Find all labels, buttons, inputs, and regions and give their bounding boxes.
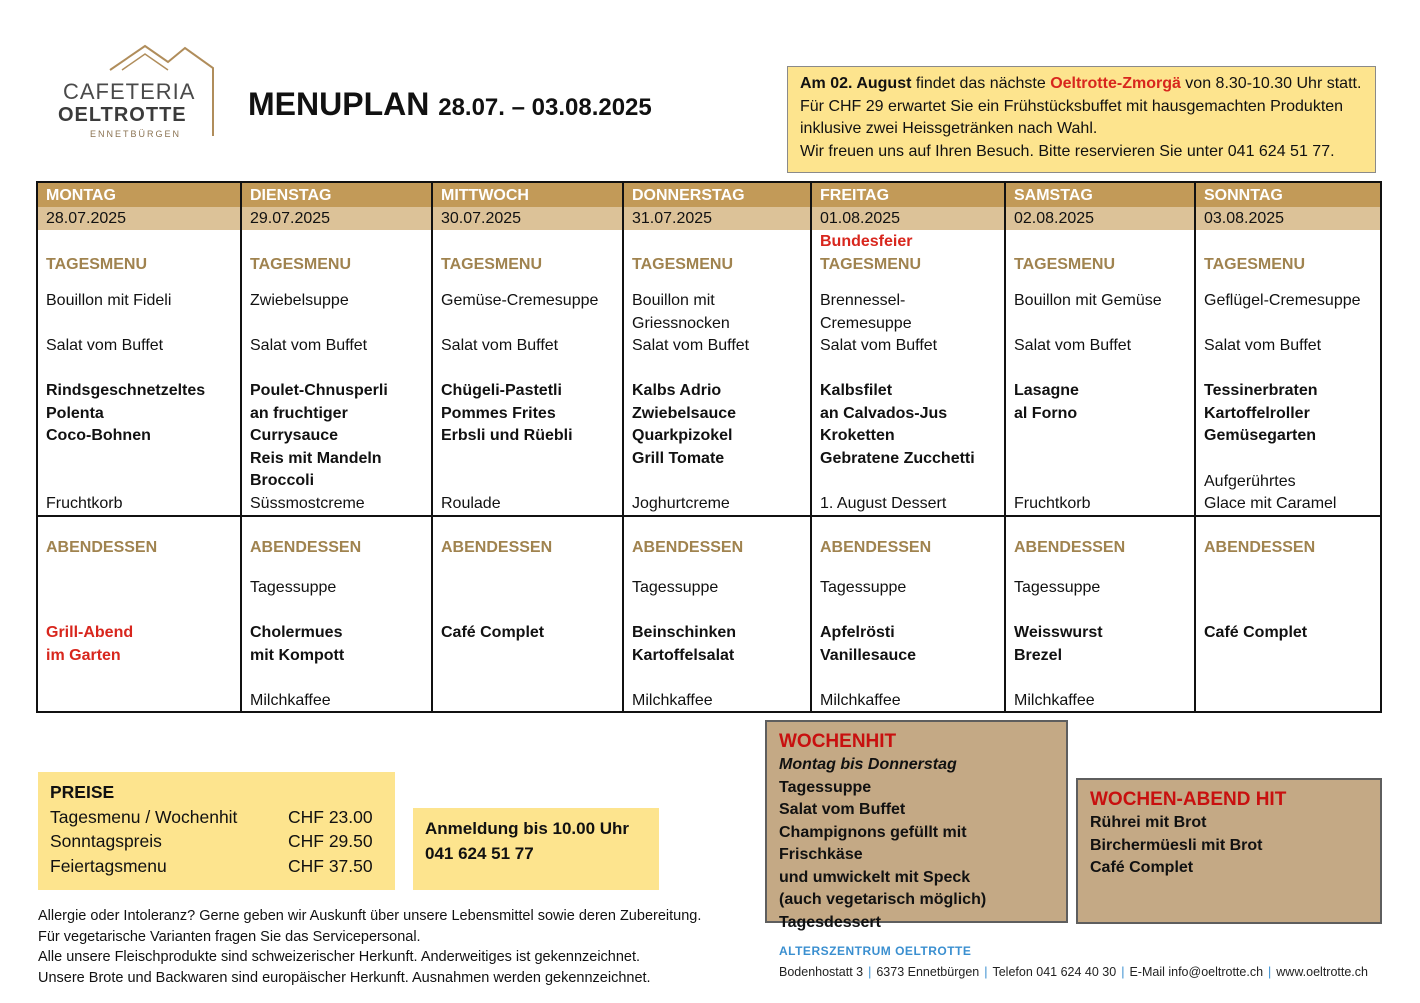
day-column-freitag bbox=[810, 183, 1004, 711]
allergy-line: Unsere Brote und Backwaren sind europäischer Herkunft. Ausnahmen werden gekennzeichnet. bbox=[38, 969, 651, 986]
allergy-line: Alle unsere Fleischprodukte sind schweizerischer Herkunft. Anderweitiges ist gekennzeichnet. bbox=[38, 949, 641, 965]
footer-organization: ALTERSZENTRUM OELTROTTE bbox=[779, 944, 972, 958]
lunch-main: Coco-Bohnen bbox=[46, 427, 151, 444]
lunch-label: TAGESMENU bbox=[820, 256, 922, 273]
lunch-dessert: Glace mit Caramel bbox=[1204, 495, 1337, 512]
menu-grid bbox=[36, 181, 1382, 713]
footer-website[interactable]: www.oeltrotte.ch bbox=[1276, 965, 1368, 979]
day-header: MITTWOCH bbox=[433, 183, 622, 207]
logo-text-location: ENNETBÜRGEN bbox=[90, 129, 182, 139]
cafeteria-logo bbox=[50, 40, 225, 145]
lunch-main: Reis mit Mandeln bbox=[250, 449, 382, 467]
price-value: CHF 23.00 bbox=[288, 806, 373, 827]
date-header: 31.07.2025 bbox=[624, 207, 810, 230]
dinner-soup: Tagessuppe bbox=[250, 579, 337, 596]
day-column-dienstag bbox=[240, 183, 431, 711]
dinner-main: Brezel bbox=[1014, 646, 1063, 664]
logo-text-oeltrotte: OELTROTTE bbox=[58, 104, 187, 126]
lunch-main: Gebratene Zucchetti bbox=[820, 449, 975, 467]
lunch-label: TAGESMENU bbox=[250, 256, 352, 273]
dinner-main: Apfelrösti bbox=[820, 624, 895, 641]
lunch-soup: Gemüse-Cremesuppe bbox=[441, 292, 599, 309]
dinner-main: Café Complet bbox=[1204, 624, 1308, 641]
lunch-dessert: Fruchtkorb bbox=[46, 495, 123, 512]
lunch-soup: Brennessel- bbox=[820, 292, 906, 309]
lunch-main: Pommes Frites bbox=[441, 404, 556, 422]
page-title bbox=[248, 86, 652, 123]
lunch-main: Grill Tomate bbox=[632, 449, 725, 467]
lunch-main: al Forno bbox=[1014, 404, 1078, 422]
footer-address: Bodenhostatt 3 | 6373 Ennetbürgen | Telefon 041 624 40 30 | E-Mail info@oeltrotte.ch | www.oeltrotte.ch bbox=[779, 965, 1368, 979]
price-name: Tagesmenu / Wochenhit bbox=[50, 806, 238, 827]
registration-deadline: Anmeldung bis 10.00 Uhr bbox=[425, 819, 630, 838]
weekly-hit-item: (auch vegetarisch möglich) bbox=[779, 891, 987, 908]
evening-hit-item: Café Complet bbox=[1090, 859, 1194, 876]
dinner-main: Vanillesauce bbox=[820, 646, 917, 664]
evening-hit-box bbox=[1076, 778, 1382, 924]
lunch-main: Tessinerbraten bbox=[1204, 382, 1318, 399]
evening-hit-item: Birchermüesli mit Brot bbox=[1090, 836, 1263, 854]
footer-street: Bodenhostatt 3 bbox=[779, 965, 864, 979]
price-box bbox=[38, 772, 395, 890]
weekly-hit-box bbox=[765, 720, 1068, 931]
lunch-dessert: Joghurtcreme bbox=[632, 495, 730, 512]
day-header: FREITAG bbox=[812, 183, 1004, 207]
lunch-soup: Griessnocken bbox=[632, 314, 730, 332]
price-value: CHF 29.50 bbox=[288, 831, 373, 851]
notice-reservation: Wir freuen uns auf Ihren Besuch. Bitte reservieren Sie unter 041 624 51 77. bbox=[800, 142, 1335, 160]
date-header: 02.08.2025 bbox=[1006, 207, 1194, 230]
lunch-main: Kroketten bbox=[820, 427, 895, 444]
lunch-label: TAGESMENU bbox=[632, 256, 734, 273]
day-header: DIENSTAG bbox=[242, 183, 431, 207]
weekly-hit-item: Tagessuppe bbox=[779, 778, 872, 796]
allergy-line: Allergie oder Intoleranz? Gerne geben wir Auskunft über unsere Lebensmittel sowie deren Zubereitung. bbox=[38, 908, 702, 924]
day-column-montag bbox=[38, 183, 240, 711]
lunch-soup: Bouillon mit bbox=[632, 292, 715, 309]
footer-email[interactable]: E-Mail info@oeltrotte.ch bbox=[1129, 965, 1264, 979]
lunch-salad: Salat vom Buffet bbox=[441, 337, 559, 354]
day-header: MONTAG bbox=[38, 183, 240, 207]
dinner-label: ABENDESSEN bbox=[1014, 539, 1126, 556]
weekly-hit-item: und umwickelt mit Speck bbox=[779, 868, 971, 886]
logo-text-cafeteria: CAFETERIA bbox=[63, 79, 196, 104]
lunch-dessert: 1. August Dessert bbox=[820, 495, 947, 512]
dinner-drink: Milchkaffee bbox=[1014, 692, 1095, 709]
lunch-soup: Cremesuppe bbox=[820, 314, 912, 332]
footer-city: 6373 Ennetbürgen bbox=[876, 965, 980, 979]
date-header: 29.07.2025 bbox=[242, 207, 431, 230]
lunch-main: Gemüsegarten bbox=[1204, 427, 1317, 444]
dinner-soup: Tagessuppe bbox=[1014, 579, 1101, 596]
lunch-soup: Bouillon mit Fideli bbox=[46, 292, 172, 309]
registration-phone: 041 624 51 77 bbox=[425, 844, 534, 863]
registration-box bbox=[413, 808, 659, 890]
lunch-salad: Salat vom Buffet bbox=[632, 337, 750, 354]
dinner-main: Kartoffelsalat bbox=[632, 646, 735, 664]
notice-date: Am 02. August bbox=[800, 75, 912, 92]
dinner-main: mit Kompott bbox=[250, 646, 345, 664]
price-name: Feiertagsmenu bbox=[50, 855, 167, 876]
dinner-main: Cholermues bbox=[250, 624, 343, 641]
day-column-sonntag bbox=[1194, 183, 1380, 711]
day-header: DONNERSTAG bbox=[624, 183, 810, 207]
weekly-hit-item: Salat vom Buffet bbox=[779, 801, 906, 818]
lunch-main: Quarkpizokel bbox=[632, 427, 733, 444]
allergy-line: Für vegetarische Varianten fragen Sie das Servicepersonal. bbox=[38, 928, 421, 945]
footer-phone: Telefon 041 624 40 30 bbox=[992, 965, 1117, 979]
lunch-label: TAGESMENU bbox=[1204, 256, 1306, 273]
lunch-main: an Calvados-Jus bbox=[820, 404, 948, 422]
dinner-main: Weisswurst bbox=[1014, 624, 1103, 641]
lunch-main: Kalbs Adrio bbox=[632, 382, 722, 399]
weekly-hit-subtitle: Montag bis Donnerstag bbox=[779, 756, 957, 773]
dinner-drink: Milchkaffee bbox=[250, 692, 331, 709]
lunch-main: Broccoli bbox=[250, 472, 315, 489]
notice-event: Oeltrotte-Zmorgä bbox=[1050, 75, 1181, 92]
day-column-donnerstag bbox=[622, 183, 810, 711]
notice-text: findet das nächste bbox=[911, 75, 1051, 92]
lunch-salad: Salat vom Buffet bbox=[1014, 337, 1132, 354]
evening-hit-item: Rührei mit Brot bbox=[1090, 814, 1207, 831]
weekly-hit-item: Tagesdessert bbox=[779, 913, 881, 931]
dinner-main: Café Complet bbox=[441, 624, 545, 641]
day-column-mittwoch bbox=[431, 183, 622, 711]
lunch-main: Erbsli und Rüebli bbox=[441, 427, 573, 444]
day-header: SONNTAG bbox=[1196, 183, 1380, 207]
day-header: SAMSTAG bbox=[1006, 183, 1194, 207]
lunch-dessert: Süssmostcreme bbox=[250, 495, 365, 512]
date-header: 03.08.2025 bbox=[1196, 207, 1380, 230]
zmorga-notice bbox=[787, 66, 1376, 173]
notice-details: von 8.30-10.30 Uhr statt. Für CHF 29 erwartet Sie ein Frühstücksbuffet mit hausgemachten Produkten inklusive zwei Heissgetränken nach Wahl. bbox=[800, 75, 1362, 137]
dinner-main: Grill-Abend bbox=[46, 624, 134, 641]
evening-hit-title: WOCHEN-ABEND HIT bbox=[1090, 789, 1287, 810]
price-row bbox=[50, 829, 383, 854]
dinner-main: Beinschinken bbox=[632, 624, 737, 641]
holiday-label: Bundesfeier bbox=[820, 233, 913, 250]
lunch-main: Currysauce bbox=[250, 427, 339, 444]
allergy-info bbox=[38, 906, 701, 988]
lunch-main: Rindsgeschnetzeltes bbox=[46, 382, 206, 399]
dinner-drink: Milchkaffee bbox=[820, 692, 901, 709]
section-divider bbox=[38, 515, 1380, 517]
lunch-label: TAGESMENU bbox=[1014, 256, 1116, 273]
dinner-label: ABENDESSEN bbox=[1204, 539, 1316, 556]
dinner-label: ABENDESSEN bbox=[441, 539, 553, 556]
lunch-salad: Salat vom Buffet bbox=[820, 337, 938, 354]
price-title: PREISE bbox=[50, 782, 115, 802]
day-column-samstag bbox=[1004, 183, 1194, 711]
title-dates: 28.07. – 03.08.2025 bbox=[438, 94, 652, 121]
lunch-main: Poulet-Chnusperli bbox=[250, 382, 388, 399]
lunch-main: Chügeli-Pastetli bbox=[441, 382, 562, 399]
date-header: 30.07.2025 bbox=[433, 207, 622, 230]
lunch-salad: Salat vom Buffet bbox=[1204, 337, 1322, 354]
price-name: Sonntagspreis bbox=[50, 831, 162, 851]
price-value: CHF 37.50 bbox=[288, 855, 373, 876]
weekly-hit-title: WOCHENHIT bbox=[779, 731, 897, 752]
dinner-label: ABENDESSEN bbox=[250, 539, 362, 556]
lunch-soup: Zwiebelsuppe bbox=[250, 292, 349, 309]
price-row bbox=[50, 805, 383, 830]
dinner-soup: Tagessuppe bbox=[632, 579, 719, 596]
dinner-label: ABENDESSEN bbox=[820, 539, 932, 556]
lunch-main: Zwiebelsauce bbox=[632, 404, 737, 422]
title-text: MENUPLAN bbox=[248, 86, 430, 122]
dinner-label: ABENDESSEN bbox=[632, 539, 744, 556]
lunch-main: Lasagne bbox=[1014, 382, 1079, 399]
lunch-main: Kartoffelroller bbox=[1204, 404, 1310, 422]
lunch-main: Polenta bbox=[46, 404, 104, 422]
lunch-soup: Geflügel-Cremesuppe bbox=[1204, 292, 1361, 309]
lunch-dessert: Roulade bbox=[441, 495, 501, 512]
dinner-label: ABENDESSEN bbox=[46, 539, 158, 556]
weekly-hit-item: Champignons gefüllt mit Frischkäse bbox=[779, 823, 967, 863]
lunch-main: Kalbsfilet bbox=[820, 382, 893, 399]
lunch-salad: Salat vom Buffet bbox=[250, 337, 368, 354]
lunch-salad: Salat vom Buffet bbox=[46, 337, 164, 354]
date-header: 28.07.2025 bbox=[38, 207, 240, 230]
dinner-drink: Milchkaffee bbox=[632, 692, 713, 709]
lunch-extra: Aufgerührtes bbox=[1204, 473, 1296, 490]
lunch-soup: Bouillon mit Gemüse bbox=[1014, 292, 1162, 309]
price-row bbox=[50, 854, 383, 879]
lunch-label: TAGESMENU bbox=[46, 256, 148, 273]
lunch-label: TAGESMENU bbox=[441, 256, 543, 273]
date-header: 01.08.2025 bbox=[812, 207, 1004, 230]
dinner-soup: Tagessuppe bbox=[820, 579, 907, 596]
lunch-main: an fruchtiger bbox=[250, 404, 348, 422]
dinner-main: im Garten bbox=[46, 646, 121, 664]
lunch-dessert: Fruchtkorb bbox=[1014, 495, 1091, 512]
